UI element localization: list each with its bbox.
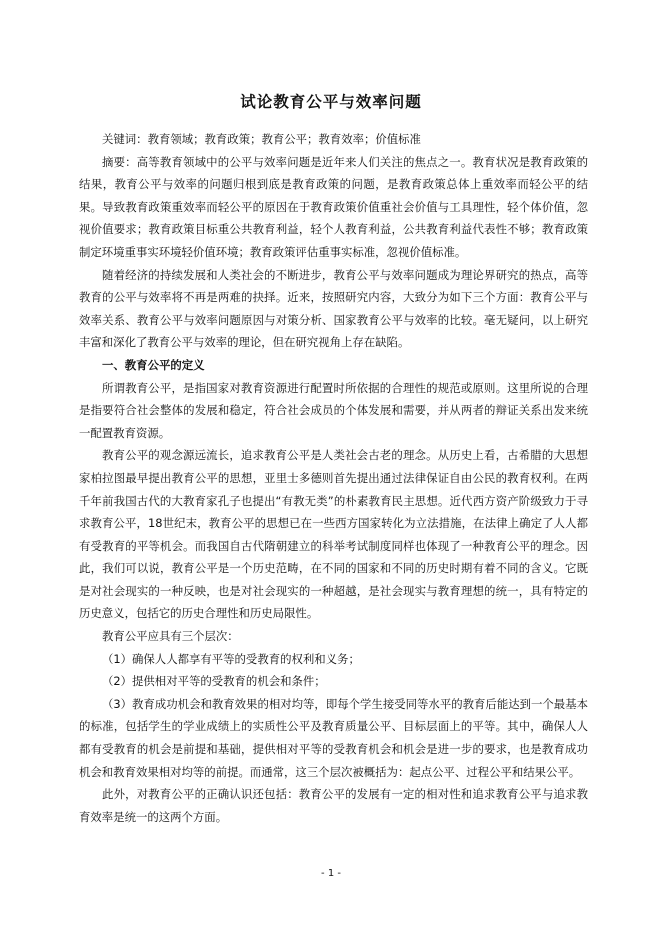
page-number: - 1 - — [321, 868, 341, 879]
levels-intro-paragraph: 教育公平应具有三个层次： — [102, 629, 239, 644]
level-2-item: （2）提供相对平等的受教育的机会和条件； — [102, 674, 326, 689]
closing-paragraph: 此外，对教育公平的正确认识还包括：教育公平的发展有一定的相对性和追求教育公平与追求教育效率是统一的这两个方面。 — [79, 787, 588, 824]
level-1-item: （1）确保人人都享有平等的受教育的权利和义务； — [102, 651, 360, 666]
section-heading: 一、教育公平的定义 — [102, 357, 205, 372]
document-title: 试论教育公平与效率问题 — [240, 93, 422, 111]
history-paragraph: 教育公平的观念源远流长，追求教育公平是人类社会古老的理念。从历史上看，古希腊的大思想家柏拉图最早提出教育公平的思想，亚里士多德则首先提出通过法律保证自由公民的教育权利。在两千年前我国古代的大教育家孔子也提出“有教无类”的朴素教育民主思想。近代西方资产阶级致力于寻求教育公平，18世纪末，教育公平的思想已在一些西方国家转化为立法措施，在法律上确定了人人都有受教育的平等机会。而我国自古代隋朝建立的科举考试制度同样也体现了一种教育公平的理念。因此，我们可以说，教育公平是一个历史范畴，在不同的国家和不同的历史时期有着不同的含义。它既是对社会现实的一种反映，也是对社会现实的一种超越，是社会现实与教育理想的统一，具有特定的历史意义，包括它的历史合理性和历史局限性。 — [79, 448, 588, 621]
intro-paragraph: 随着经济的持续发展和人类社会的不断进步，教育公平与效率问题成为理论界研究的热点，高等教育的公平与效率将不再是两难的抉择。近来，按照研究内容，大致分为如下三个方面：教育公平与效率关系、教育公平与效率问题原因与对策分析、国家教育公平与效率的比较。毫无疑问，以上研究丰富和深化了教育公平与效率的理论，但在研究视角上存在缺陷。 — [79, 267, 588, 350]
level-3-item: （3）教育成功机会和教育效果的相对均等，即每个学生接受同等水平的教育后能达到一个最基本的标准，包括学生的学业成绩上的实质性公平及教育质量公平、目标层面上的平等。其中，确保人人都有受教育的机会是前提和基础，提供相对平等的受教育机会和机会是进一步的要求，也是教育成功机会和教育效果相对均等的前提。而通常，这三个层次被概括为：起点公平、过程公平和结果公平。 — [79, 696, 588, 779]
abstract-paragraph: 摘要：高等教育领域中的公平与效率问题是近年来人们关注的焦点之一。教育状况是教育政策的结果，教育公平与效率的问题归根到底是教育政策的问题，是教育政策总体上重效率而轻公平的结果。导致教育政策重效率而轻公平的原因在于教育政策价值重社会价值与工具理性，轻个体价值，忽视价值要求；教育政策目标重公共教育利益，轻个人教育利益，公共教育利益代表性不够；教育政策制定环境重事实环境轻价值环境；教育政策评估重事实标准，忽视价值标准。 — [79, 154, 588, 259]
document-body — [79, 128, 588, 828]
definition-paragraph: 所谓教育公平，是指国家对教育资源进行配置时所依据的合理性的规范或原则。这里所说的合理是指要符合社会整体的发展和稳定，符合社会成员的个体发展和需要，并从两者的辩证关系出发来统一配置教育资源。 — [79, 380, 588, 440]
keywords-paragraph: 关键词：教育领域；教育政策；教育公平；教育效率；价值标准 — [102, 132, 421, 146]
